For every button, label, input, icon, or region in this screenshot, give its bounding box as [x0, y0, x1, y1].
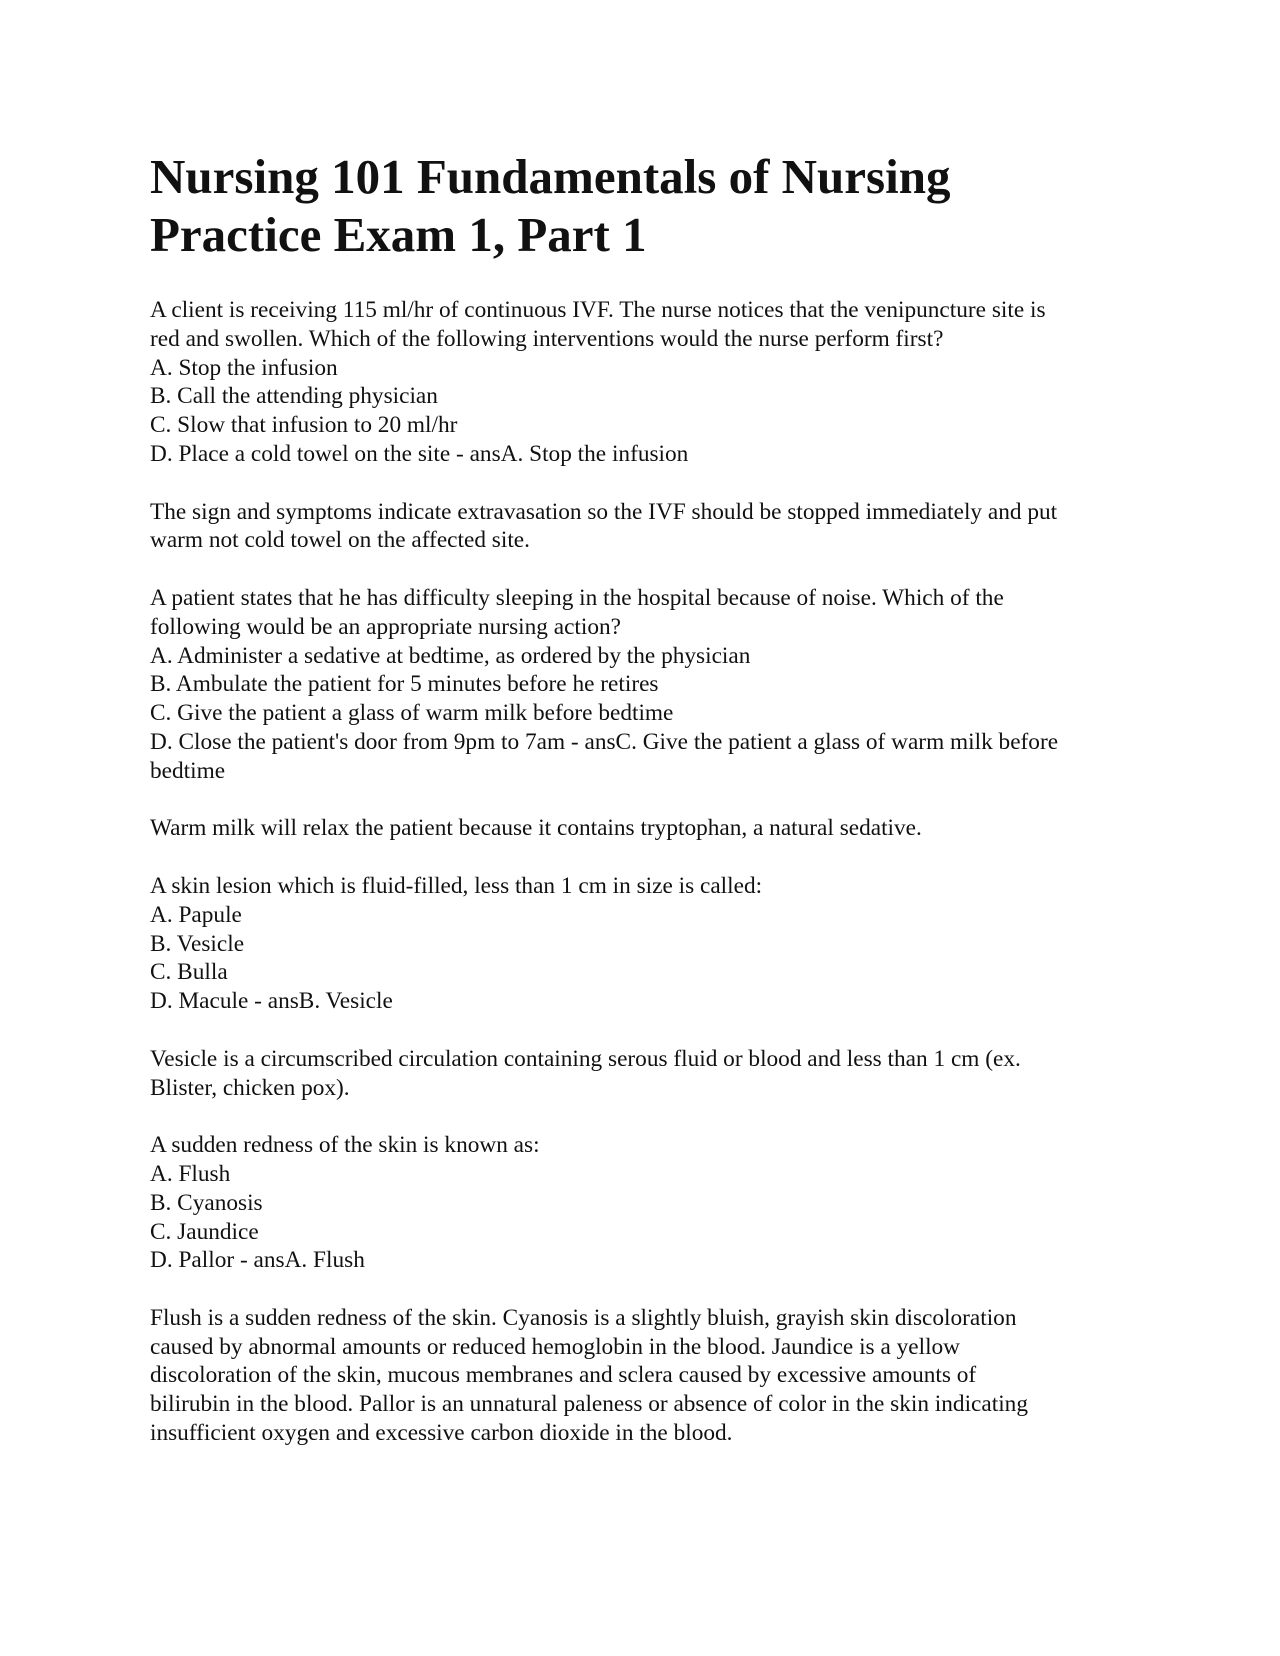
- answer-option: B. Ambulate the patient for 5 minutes before he retires: [150, 671, 659, 698]
- answer-option: C. Jaundice: [150, 1218, 259, 1245]
- answer-option: A. Stop the infusion: [150, 354, 338, 381]
- answer-option: B. Cyanosis: [150, 1189, 263, 1216]
- question-text: A client is receiving 115 ml/hr of continuous IVF. The nurse notices that the venipuncture site is: [150, 297, 1046, 323]
- answer-option: B. Vesicle: [150, 930, 245, 957]
- answer-option: C. Slow that infusion to 20 ml/hr: [150, 412, 458, 439]
- rationale-block: [150, 1304, 1140, 1448]
- page-title: [150, 148, 1140, 264]
- answer-option: A. Flush: [150, 1160, 231, 1187]
- question-text: A sudden redness of the skin is known as:: [150, 1132, 540, 1159]
- answer-option: A. Administer a sedative at bedtime, as ordered by the physician: [150, 642, 751, 669]
- answer-option: D. Pallor - ansA. Flush: [150, 1247, 365, 1274]
- rationale-text: bilirubin in the blood. Pallor is an unnatural paleness or absence of color in the skin indicating: [150, 1391, 1028, 1418]
- answer-option: A. Papule: [150, 901, 242, 928]
- answer-option: C. Give the patient a glass of warm milk before bedtime: [150, 700, 674, 727]
- answer-option: bedtime: [150, 757, 226, 784]
- question-block: [150, 1131, 1140, 1275]
- question-text: A skin lesion which is fluid-filled, less than 1 cm in size is called:: [150, 872, 763, 899]
- rationale-text: warm not cold towel on the affected site.: [150, 527, 530, 554]
- question-text: A patient states that he has difficulty sleeping in the hospital because of noise. Which of the: [150, 584, 1004, 611]
- question-text: following would be an appropriate nursing action?: [150, 613, 621, 640]
- title-line: Practice Exam 1, Part 1: [150, 207, 647, 262]
- rationale-text: Warm milk will relax the patient because it contains tryptophan, a natural sedative.: [150, 815, 922, 842]
- answer-option: B. Call the attending physician: [150, 383, 438, 410]
- rationale-text: Vesicle is a circumscribed circulation containing serous fluid or blood and less than 1 cm (ex.: [150, 1045, 1021, 1072]
- rationale-block: [150, 498, 1140, 556]
- question-block: [150, 872, 1140, 1016]
- rationale-text: Flush is a sudden redness of the skin. Cyanosis is a slightly bluish, grayish skin discoloration: [150, 1304, 1017, 1331]
- rationale-text: The sign and symptoms indicate extravasation so the IVF should be stopped immediately and put: [150, 498, 1058, 525]
- rationale-text: Blister, chicken pox).: [150, 1074, 350, 1101]
- question-text: red and swollen. Which of the following interventions would the nurse perform first?: [150, 325, 944, 352]
- rationale-block: [150, 1045, 1140, 1103]
- question-block: [150, 296, 1140, 469]
- rationale-text: insufficient oxygen and excessive carbon dioxide in the blood.: [150, 1420, 733, 1447]
- answer-option: D. Close the patient's door from 9pm to 7am - ansC. Give the patient a glass of warm milk before: [150, 728, 1059, 755]
- rationale-block: [150, 814, 1140, 843]
- answer-option: D. Place a cold towel on the site - ansA. Stop the infusion: [150, 440, 689, 467]
- rationale-text: discoloration of the skin, mucous membranes and sclera caused by excessive amounts of: [150, 1362, 977, 1389]
- answer-option: C. Bulla: [150, 959, 228, 986]
- title-line: Nursing 101 Fundamentals of Nursing: [150, 149, 951, 204]
- question-block: [150, 584, 1140, 786]
- document-page: [150, 148, 1140, 1477]
- answer-option: D. Macule - ansB. Vesicle: [150, 988, 393, 1015]
- rationale-text: caused by abnormal amounts or reduced hemoglobin in the blood. Jaundice is a yellow: [150, 1333, 961, 1360]
